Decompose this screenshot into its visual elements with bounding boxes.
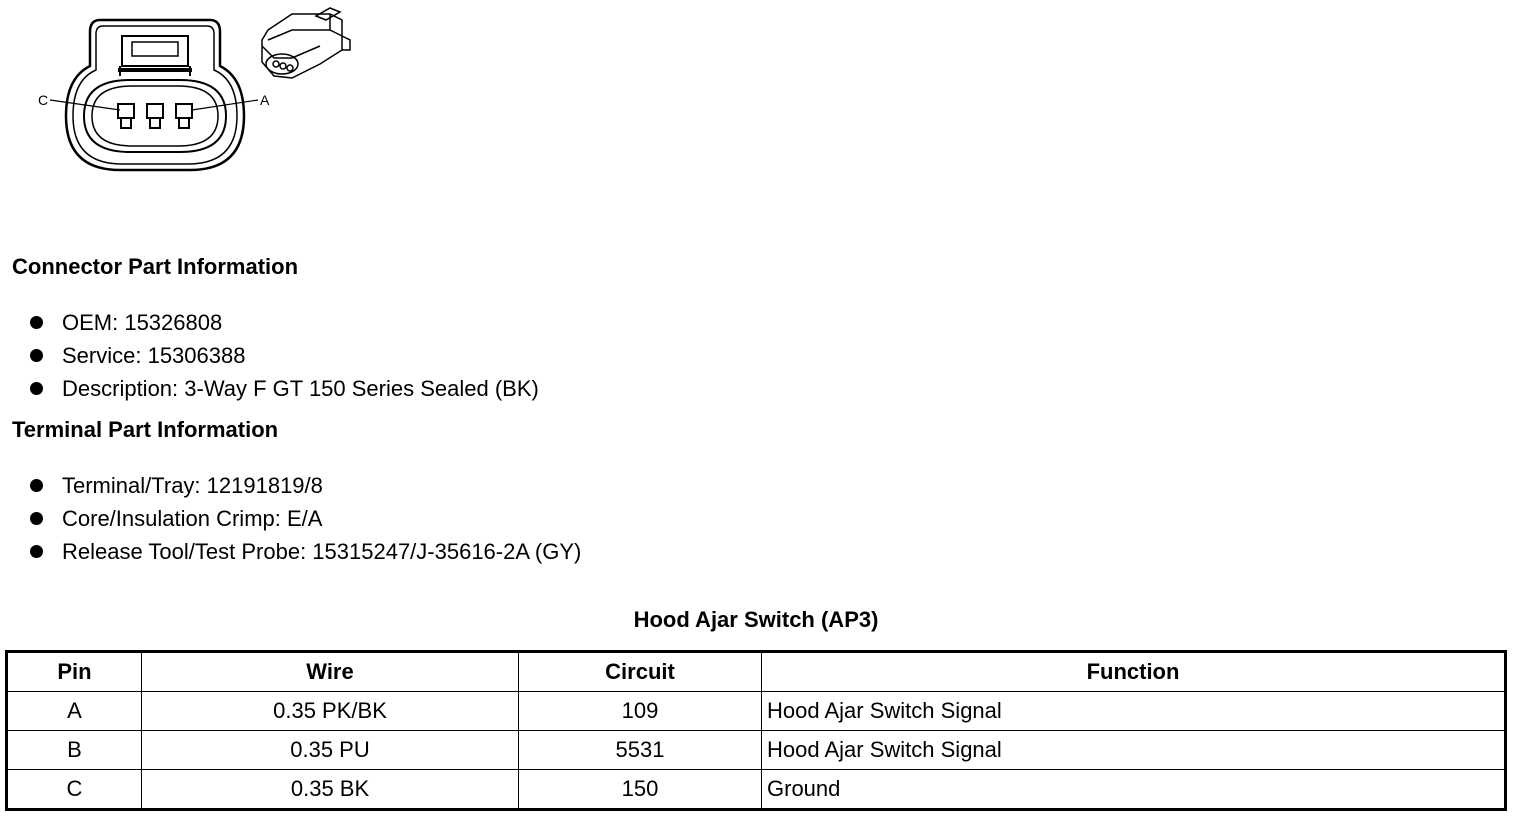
list-item-text: Release Tool/Test Probe: 15315247/J-35616-2A (GY) [62, 539, 582, 564]
list-item-text: Terminal/Tray: 12191819/8 [62, 473, 323, 498]
bullet-icon [30, 316, 43, 329]
pin-label-a: A [260, 92, 270, 108]
list-item [30, 535, 581, 568]
cell-circuit: 109 [519, 692, 762, 731]
table-row [7, 731, 1506, 770]
cell-circuit: 5531 [519, 731, 762, 770]
pin-label-c: C [38, 92, 49, 108]
bullet-icon [30, 512, 43, 525]
list-item [30, 469, 581, 502]
list-item-text: OEM: 15326808 [62, 310, 223, 335]
terminal-part-info-heading: Terminal Part Information [12, 417, 279, 442]
table-title: Hood Ajar Switch (AP3) [633, 607, 879, 632]
list-item-text: Core/Insulation Crimp: E/A [62, 506, 323, 531]
table-row [7, 692, 1506, 731]
bullet-icon [30, 349, 43, 362]
list-item [30, 306, 539, 339]
bullet-icon [30, 545, 43, 558]
connector-face-drawing [50, 20, 258, 170]
cell-function: Ground [762, 770, 1506, 810]
terminal-info-list [30, 469, 581, 568]
cell-wire: 0.35 PK/BK [142, 692, 519, 731]
cell-wire: 0.35 PU [142, 731, 519, 770]
header-wire: Wire [142, 652, 519, 692]
list-item [30, 372, 539, 405]
connector-info-list [30, 306, 539, 405]
header-function: Function [762, 652, 1506, 692]
connector-part-info-heading: Connector Part Information [12, 254, 299, 279]
connector-3d-drawing [262, 8, 350, 78]
cell-function: Hood Ajar Switch Signal [762, 731, 1506, 770]
pin-table [5, 650, 1507, 811]
cell-pin: A [7, 692, 142, 731]
table-header-row [7, 652, 1506, 692]
list-item [30, 502, 581, 535]
list-item-text: Description: 3-Way F GT 150 Series Sealed (BK) [62, 376, 539, 401]
cell-circuit: 150 [519, 770, 762, 810]
list-item [30, 339, 539, 372]
connector-diagram [30, 6, 370, 186]
header-pin: Pin [7, 652, 142, 692]
cell-function: Hood Ajar Switch Signal [762, 692, 1506, 731]
bullet-icon [30, 382, 43, 395]
list-item-text: Service: 15306388 [62, 343, 246, 368]
table-row [7, 770, 1506, 810]
header-circuit: Circuit [519, 652, 762, 692]
cell-wire: 0.35 BK [142, 770, 519, 810]
cell-pin: C [7, 770, 142, 810]
cell-pin: B [7, 731, 142, 770]
bullet-icon [30, 479, 43, 492]
